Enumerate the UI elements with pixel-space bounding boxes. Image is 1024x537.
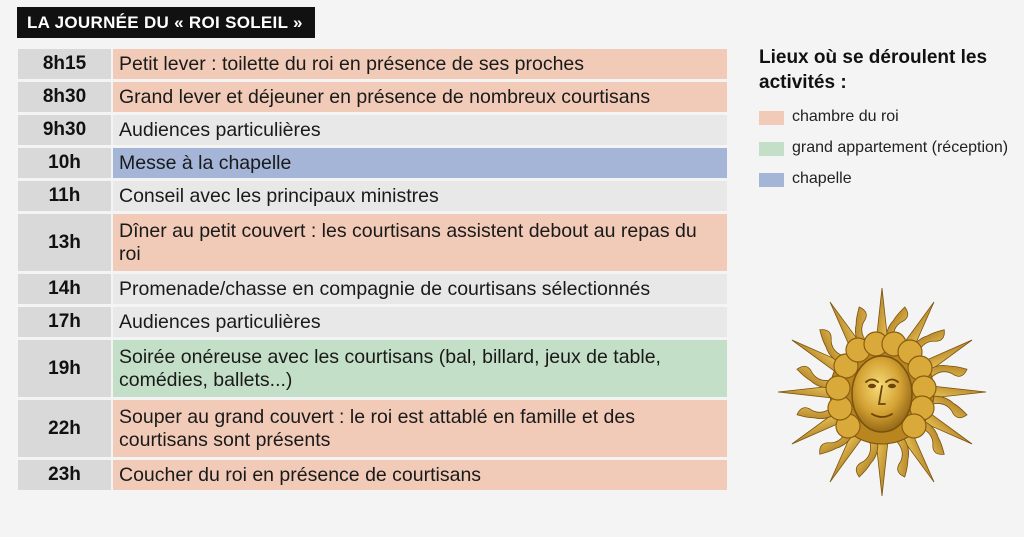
page-title: LA JOURNÉE DU « ROI SOLEIL » (17, 7, 315, 38)
schedule-row (18, 49, 727, 79)
schedule-row (18, 400, 727, 457)
legend-item-chapelle (759, 169, 1014, 188)
schedule-activity: Messe à la chapelle (113, 148, 727, 178)
schedule-time: 14h (18, 274, 111, 304)
schedule-row (18, 148, 727, 178)
schedule-time: 9h30 (18, 115, 111, 145)
legend-label: grand appartement (réception) (792, 139, 1009, 156)
schedule-activity: Soirée onéreuse avec les courtisans (bal, billard, jeux de table, comédies, ballets...) (113, 340, 727, 397)
schedule-table (18, 49, 727, 493)
schedule-row (18, 214, 727, 271)
legend-item-appartement (759, 138, 1014, 157)
legend-label: chapelle (792, 170, 852, 187)
schedule-activity: Souper au grand couvert : le roi est attablé en famille et des courtisans sont présents (113, 400, 727, 457)
schedule-activity: Promenade/chasse en compagnie de courtisans sélectionnés (113, 274, 727, 304)
schedule-row (18, 82, 727, 112)
schedule-activity: Coucher du roi en présence de courtisans (113, 460, 727, 490)
schedule-activity: Audiences particulières (113, 307, 727, 337)
schedule-time: 10h (18, 148, 111, 178)
schedule-time: 13h (18, 214, 111, 271)
schedule-time: 8h15 (18, 49, 111, 79)
schedule-row (18, 181, 727, 211)
sun-king-emblem-icon (776, 286, 988, 498)
legend-swatch (759, 173, 784, 187)
schedule-time: 23h (18, 460, 111, 490)
schedule-time: 17h (18, 307, 111, 337)
schedule-activity: Conseil avec les principaux ministres (113, 181, 727, 211)
schedule-row (18, 340, 727, 397)
schedule-row (18, 460, 727, 490)
schedule-row (18, 115, 727, 145)
legend-swatch (759, 111, 784, 125)
schedule-time: 8h30 (18, 82, 111, 112)
legend (759, 45, 1014, 200)
schedule-activity: Dîner au petit couvert : les courtisans assistent debout au repas du roi (113, 214, 727, 271)
schedule-time: 19h (18, 340, 111, 397)
schedule-activity: Petit lever : toilette du roi en présence de ses proches (113, 49, 727, 79)
schedule-time: 22h (18, 400, 111, 457)
legend-label: chambre du roi (792, 108, 899, 125)
schedule-time: 11h (18, 181, 111, 211)
legend-item-chambre (759, 107, 1014, 126)
legend-swatch (759, 142, 784, 156)
schedule-activity: Audiences particulières (113, 115, 727, 145)
schedule-row (18, 307, 727, 337)
schedule-row (18, 274, 727, 304)
schedule-activity: Grand lever et déjeuner en présence de nombreux courtisans (113, 82, 727, 112)
legend-title: Lieux où se déroulent les activités : (759, 47, 988, 93)
